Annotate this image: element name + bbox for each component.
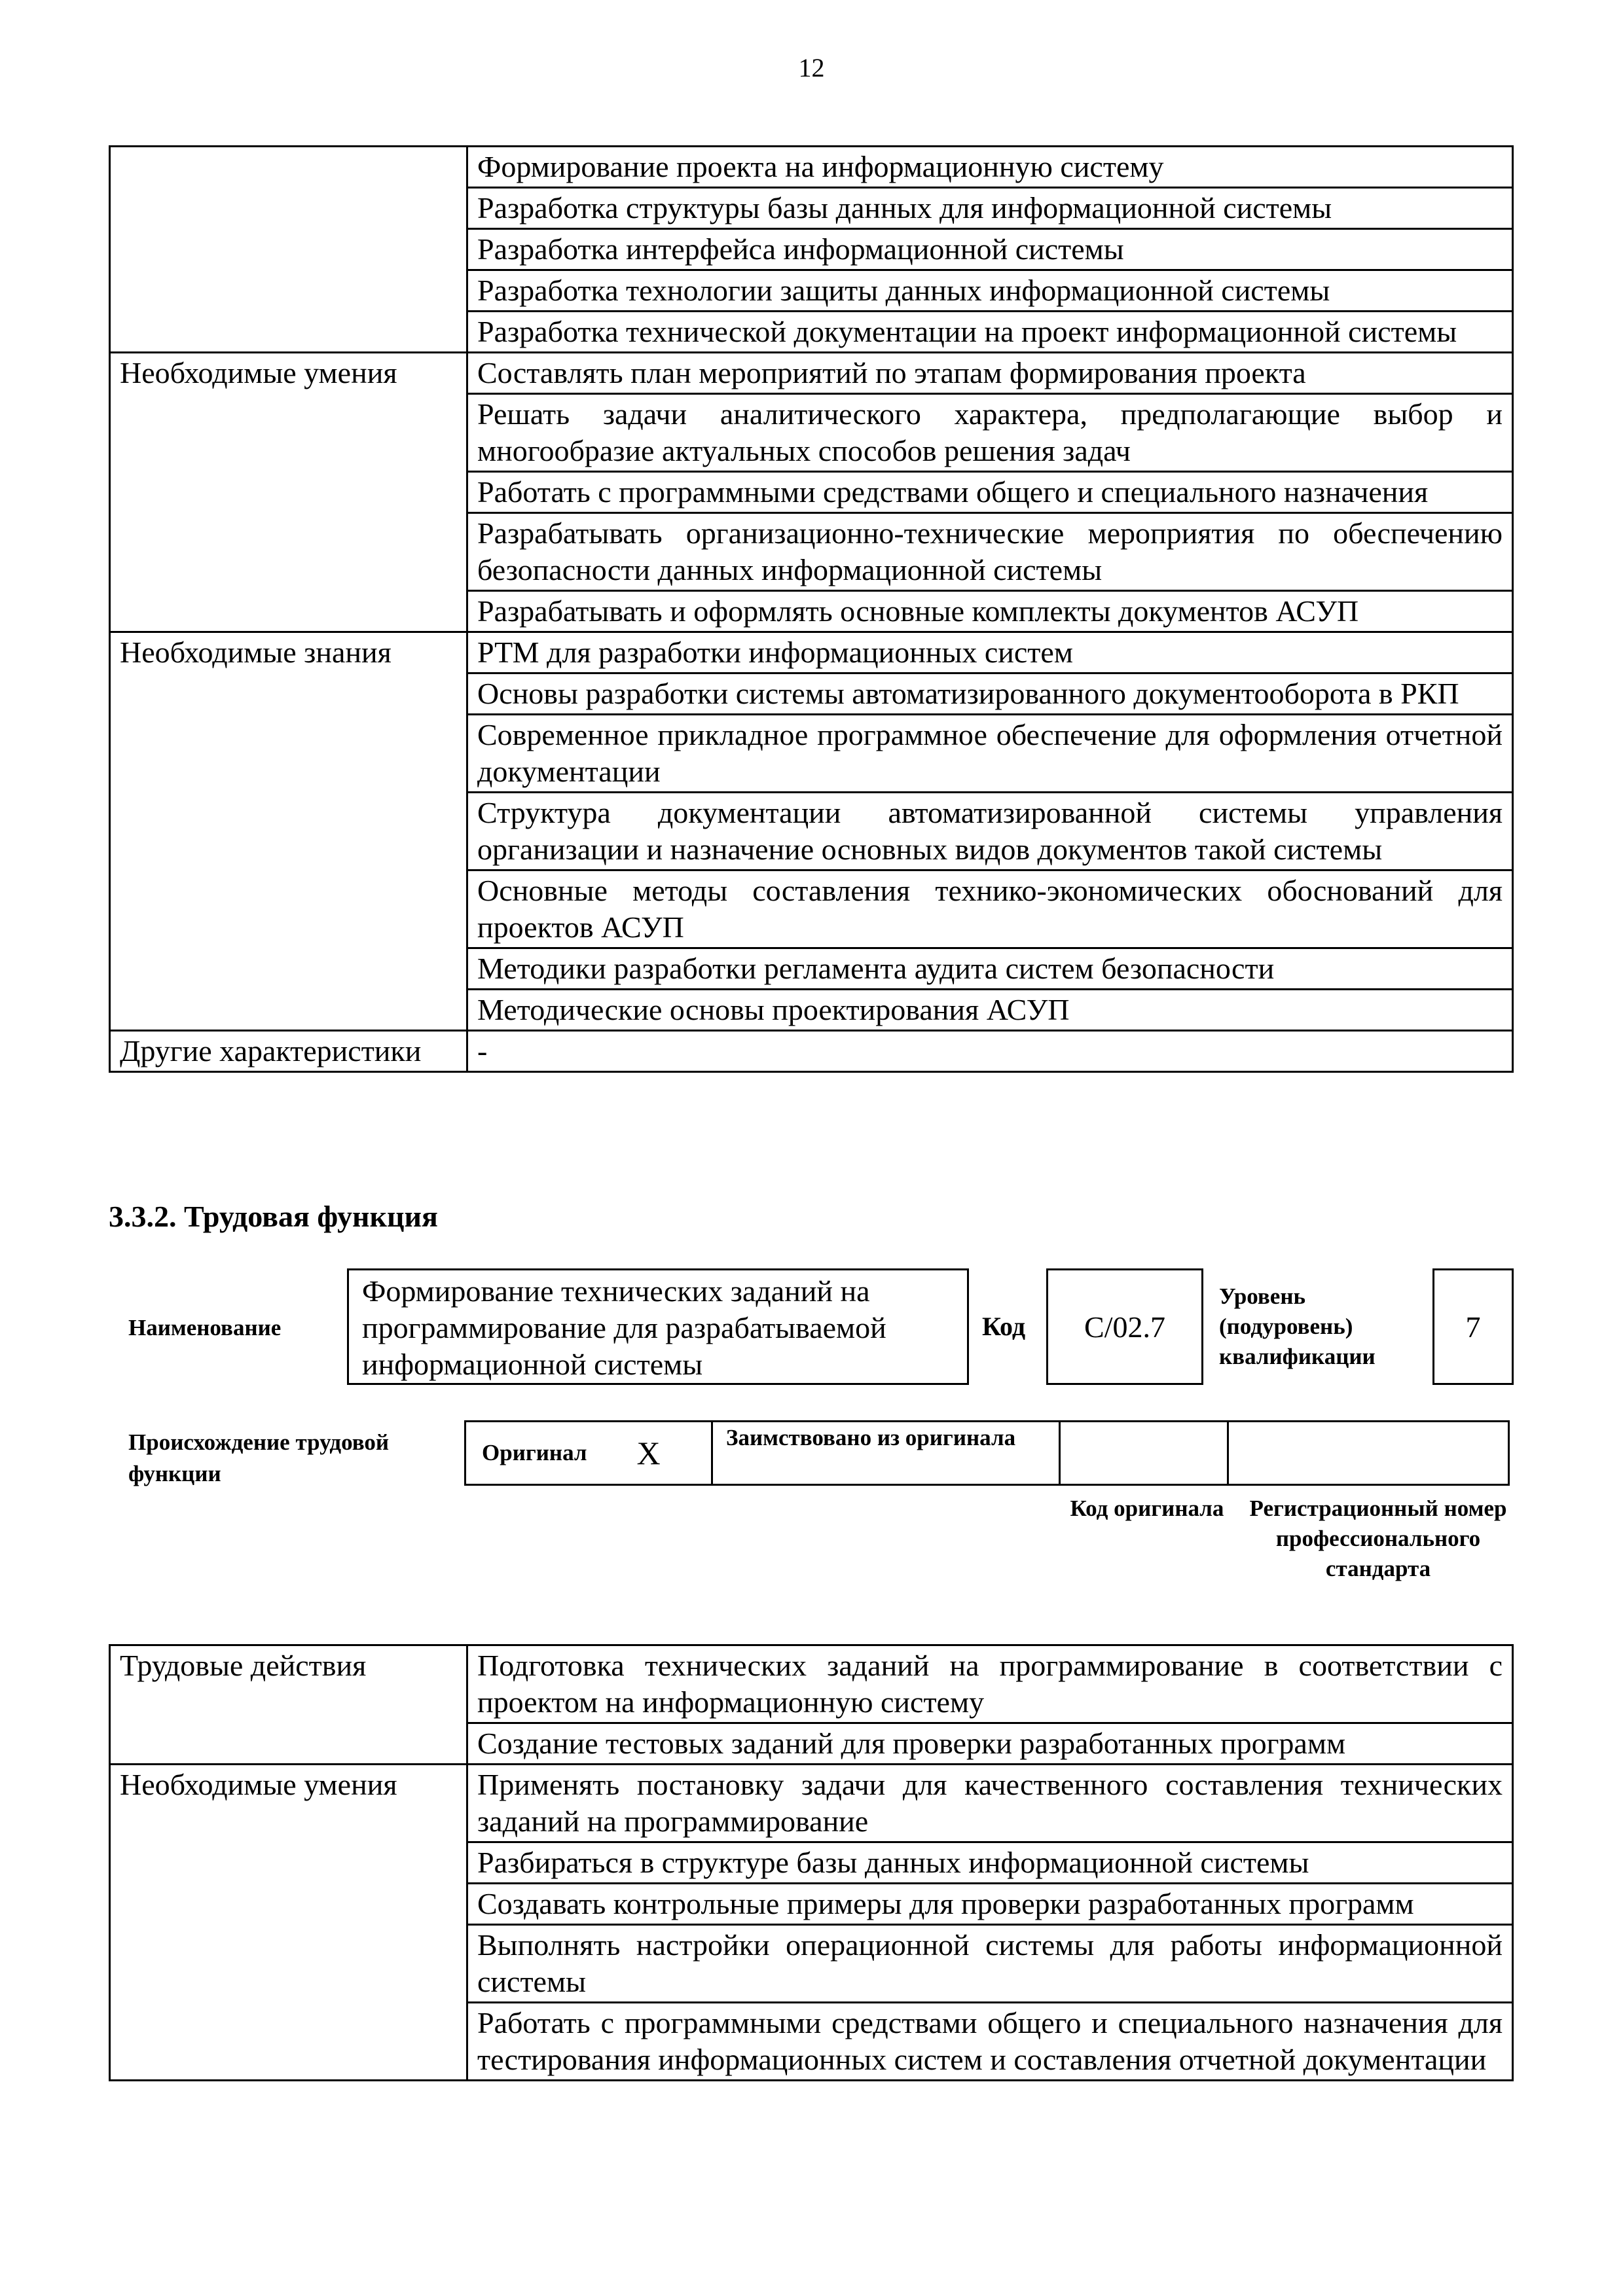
category-cell	[110, 147, 467, 353]
table-row	[110, 632, 1513, 673]
origin-code-caption: Код оригинала	[1070, 1496, 1224, 1521]
table-row	[110, 1645, 1513, 1723]
item-cell: Разрабатывать и оформлять основные комплекты документов АСУП	[467, 591, 1513, 632]
item-cell: Разрабатывать организационно-технические мероприятия по обеспечению безопасности данных информационной системы	[467, 513, 1513, 591]
original-cell	[464, 1420, 713, 1486]
item-cell: Структура документации автоматизированной системы управления организации и назначение основных видов документов такой системы	[467, 793, 1513, 870]
borrowed-cell: Заимствовано из оригинала	[711, 1420, 1061, 1486]
item-cell: Подготовка технических заданий на программирование в соответствии с проектом на информационную систему	[467, 1645, 1513, 1723]
item-cell: Современное прикладное программное обеспечение для оформления отчетной документации	[467, 715, 1513, 793]
item-cell: Методические основы проектирования АСУП	[467, 990, 1513, 1031]
item-cell: Решать задачи аналитического характера, предполагающие выбор и многообразие актуальных способов решения задач	[467, 394, 1513, 472]
level-value-box: 7	[1432, 1268, 1514, 1385]
item-cell: Основы разработки системы автоматизированного документооборота в РКП	[467, 673, 1513, 715]
item-cell: Выполнять настройки операционной системы для работы информационной системы	[467, 1925, 1513, 2003]
category-cell: Трудовые действия	[110, 1645, 467, 1765]
category-cell: Необходимые умения	[110, 1765, 467, 2081]
category-cell: Необходимые умения	[110, 353, 467, 632]
original-label: Оригинал	[482, 1440, 587, 1465]
category-cell: Другие характеристики	[110, 1031, 467, 1072]
origin-row	[466, 1420, 1514, 1486]
competency-table-1	[109, 145, 1514, 1073]
page-number: 12	[798, 53, 825, 82]
function-code-box: С/02.7	[1046, 1268, 1203, 1385]
code-label: Код	[982, 1312, 1026, 1341]
item-cell: Разработка структуры базы данных для информационной системы	[467, 188, 1513, 229]
section-heading: 3.3.2. Трудовая функция	[109, 1200, 438, 1233]
level-label: Уровень (подуровень) квалификации	[1219, 1283, 1376, 1369]
reg-number-caption: Регистрационный номер профессионального стандарта	[1249, 1496, 1507, 1581]
category-cell: Необходимые знания	[110, 632, 467, 1031]
item-cell: Основные методы составления технико-экономических обоснований для проектов АСУП	[467, 870, 1513, 948]
origin-code-cell	[1059, 1420, 1229, 1486]
table-row	[110, 353, 1513, 394]
item-cell: Разработка интерфейса информационной системы	[467, 229, 1513, 270]
competency-table-2	[109, 1644, 1514, 2081]
name-label: Наименование	[128, 1315, 282, 1340]
original-mark: X	[636, 1435, 661, 1471]
function-name-box: Формирование технических заданий на программирование для разрабатываемой информационной системы	[347, 1268, 969, 1385]
item-cell: Создание тестовых заданий для проверки разработанных программ	[467, 1723, 1513, 1765]
item-cell: Работать с программными средствами общего и специального назначения	[467, 472, 1513, 513]
item-cell: Разработка технической документации на проект информационной системы	[467, 312, 1513, 353]
reg-number-cell	[1227, 1420, 1510, 1486]
table-row	[110, 1765, 1513, 1842]
origin-label: Происхождение трудовой функции	[128, 1429, 390, 1486]
item-cell: Создавать контрольные примеры для проверки разработанных программ	[467, 1884, 1513, 1925]
item-cell: Составлять план мероприятий по этапам формирования проекта	[467, 353, 1513, 394]
table-row	[110, 147, 1513, 188]
item-cell: Разработка технологии защиты данных информационной системы	[467, 270, 1513, 312]
item-cell: РТМ для разработки информационных систем	[467, 632, 1513, 673]
item-cell: Разбираться в структуре базы данных информационной системы	[467, 1842, 1513, 1884]
item-cell: Методики разработки регламента аудита систем безопасности	[467, 948, 1513, 990]
item-cell: Работать с программными средствами общего и специального назначения для тестирования информационных систем и составления отчетной документации	[467, 2003, 1513, 2081]
table-row	[110, 1031, 1513, 1072]
item-cell: Формирование проекта на информационную систему	[467, 147, 1513, 188]
item-cell: Применять постановку задачи для качественного составления технических заданий на программирование	[467, 1765, 1513, 1842]
item-cell: -	[467, 1031, 1513, 1072]
